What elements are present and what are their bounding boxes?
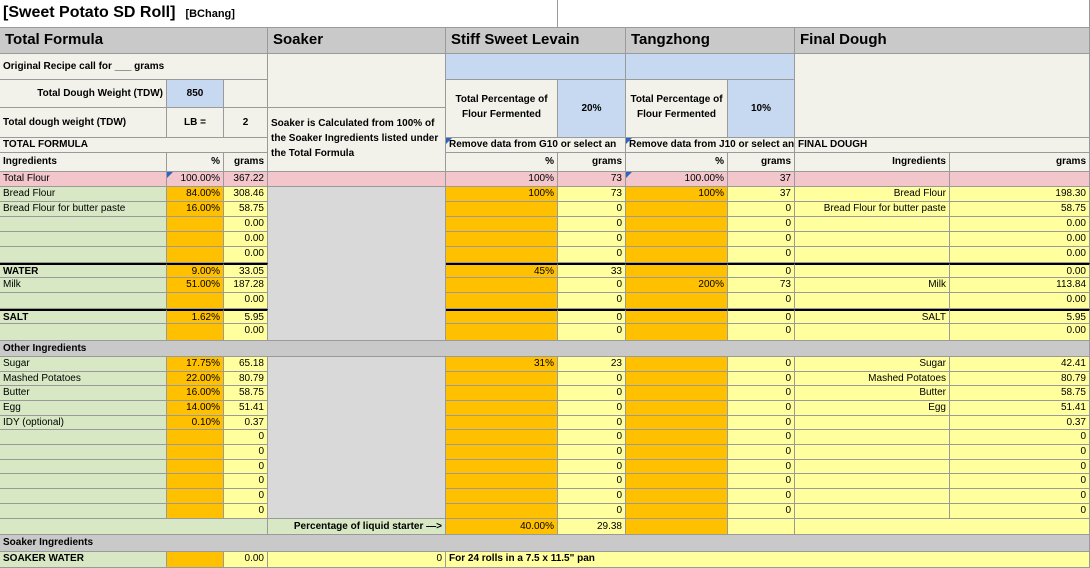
tz-pct-input[interactable] (626, 445, 728, 460)
section-tangzhong[interactable]: Tangzhong (626, 28, 795, 54)
total-pct-input[interactable]: 16.00% (167, 386, 224, 401)
levain-grams[interactable]: 0 (558, 416, 626, 430)
total-pct-input[interactable]: 9.00% (167, 263, 224, 278)
liquid-starter-label[interactable]: Percentage of liquid starter —> (268, 519, 446, 535)
tz-pct-input[interactable] (626, 202, 728, 217)
total-grams[interactable]: 0 (224, 504, 268, 519)
final-grams[interactable]: 0.00 (950, 217, 1090, 232)
levain-pct-input[interactable]: 31% (446, 357, 558, 372)
ingredient-name[interactable] (0, 324, 167, 341)
final-grams[interactable]: 0.00 (950, 324, 1090, 341)
final-ingredient[interactable] (795, 324, 950, 341)
tz-grams[interactable]: 0 (728, 357, 795, 372)
final-grams[interactable]: 198.30 (950, 187, 1090, 202)
ingredient-name[interactable]: WATER (0, 263, 167, 278)
tz-pct-input[interactable] (626, 217, 728, 232)
tz-grams[interactable]: 0 (728, 430, 795, 445)
tz-grams[interactable]: 0 (728, 489, 795, 504)
tz-grams[interactable]: 0 (728, 247, 795, 263)
final-ingredient[interactable] (795, 460, 950, 474)
levain-grams[interactable]: 73 (558, 172, 626, 187)
final-grams[interactable]: 80.79 (950, 372, 1090, 386)
tz-pct-input[interactable] (626, 263, 728, 278)
final-grams[interactable]: 113.84 (950, 278, 1090, 293)
col-ingredients[interactable]: Ingredients (795, 153, 950, 172)
total-pct-input[interactable] (167, 247, 224, 263)
total-grams[interactable]: 0 (224, 489, 268, 504)
tz-pct-input[interactable] (626, 489, 728, 504)
tz-grams[interactable]: 0 (728, 309, 795, 324)
final-ingredient[interactable] (795, 172, 950, 187)
total-grams[interactable]: 0.00 (224, 293, 268, 309)
lb-value[interactable]: 2 (224, 108, 268, 138)
ingredient-name[interactable] (0, 445, 167, 460)
total-grams[interactable]: 308.46 (224, 187, 268, 202)
levain-grams[interactable]: 0 (558, 293, 626, 309)
soaker-ingredients-header[interactable]: Soaker Ingredients (0, 535, 1090, 552)
total-pct-input[interactable] (167, 445, 224, 460)
total-formula-caps[interactable]: TOTAL FORMULA (0, 138, 268, 153)
soaker-water-pct-input[interactable] (167, 552, 224, 568)
tdw-lb-label[interactable]: Total dough weight (TDW) (0, 108, 167, 138)
levain-pct-input[interactable] (446, 247, 558, 263)
levain-pct-input[interactable]: 45% (446, 263, 558, 278)
final-grams[interactable]: 0 (950, 430, 1090, 445)
final-ingredient[interactable]: SALT (795, 309, 950, 324)
ingredient-name[interactable]: IDY (optional) (0, 416, 167, 430)
final-grams[interactable]: 0 (950, 504, 1090, 519)
total-pct-input[interactable] (167, 504, 224, 519)
levain-grams[interactable]: 0 (558, 247, 626, 263)
ingredient-name[interactable]: Milk (0, 278, 167, 293)
total-pct-input[interactable] (167, 232, 224, 247)
total-pct-input[interactable]: 22.00% (167, 372, 224, 386)
total-pct-input[interactable]: 1.62% (167, 309, 224, 324)
final-ingredient[interactable] (795, 489, 950, 504)
final-grams[interactable]: 0.00 (950, 232, 1090, 247)
final-grams[interactable]: 0 (950, 489, 1090, 504)
empty-cell[interactable] (446, 54, 626, 80)
total-grams[interactable]: 33.05 (224, 263, 268, 278)
ingredient-name[interactable]: Egg (0, 401, 167, 416)
soaker-water-name[interactable]: SOAKER WATER (0, 552, 167, 568)
levain-pct-input[interactable] (446, 293, 558, 309)
tz-pct-label[interactable]: Total Percentage of Flour Fermented (626, 80, 728, 138)
levain-pct-input[interactable] (446, 386, 558, 401)
empty-cell[interactable] (0, 519, 268, 535)
tz-grams[interactable]: 0 (728, 416, 795, 430)
final-ingredient[interactable] (795, 504, 950, 519)
empty-cell[interactable] (795, 54, 1090, 138)
soaker-water-grams[interactable]: 0.00 (224, 552, 268, 568)
levain-pct-input[interactable] (446, 445, 558, 460)
levain-pct-input[interactable] (446, 217, 558, 232)
final-ingredient[interactable] (795, 416, 950, 430)
levain-pct-input[interactable] (446, 232, 558, 247)
tz-pct-input[interactable] (626, 386, 728, 401)
levain-pct-input[interactable] (446, 460, 558, 474)
tz-pct-input[interactable] (626, 401, 728, 416)
tz-pct-input[interactable] (626, 309, 728, 324)
soaker-blank-area (268, 357, 446, 519)
tz-grams[interactable]: 0 (728, 202, 795, 217)
total-pct-input[interactable]: 0.10% (167, 416, 224, 430)
levain-pct-input[interactable] (446, 401, 558, 416)
ingredient-name[interactable] (0, 430, 167, 445)
col-pct[interactable]: % (626, 153, 728, 172)
tz-pct-input[interactable] (626, 357, 728, 372)
total-grams[interactable]: 0.00 (224, 217, 268, 232)
total-grams[interactable]: 58.75 (224, 202, 268, 217)
empty-cell[interactable] (224, 80, 268, 108)
levain-grams[interactable]: 0 (558, 489, 626, 504)
tz-pct-input[interactable]: 200% (626, 278, 728, 293)
final-ingredient[interactable] (795, 263, 950, 278)
final-grams[interactable]: 51.41 (950, 401, 1090, 416)
levain-grams[interactable]: 0 (558, 474, 626, 489)
levain-pct-input[interactable] (446, 278, 558, 293)
levain-grams[interactable]: 0 (558, 401, 626, 416)
ingredient-name[interactable] (0, 504, 167, 519)
final-ingredient[interactable]: Sugar (795, 357, 950, 372)
levain-grams[interactable]: 0 (558, 460, 626, 474)
total-pct-input[interactable]: 100.00% (167, 172, 224, 187)
total-pct-input[interactable] (167, 217, 224, 232)
pan-note[interactable]: For 24 rolls in a 7.5 x 11.5" pan (446, 552, 1090, 568)
final-ingredient[interactable] (795, 217, 950, 232)
ingredient-name[interactable] (0, 247, 167, 263)
sheet-title-cell[interactable] (0, 0, 558, 28)
levain-grams[interactable]: 0 (558, 445, 626, 460)
total-pct-input[interactable] (167, 293, 224, 309)
final-ingredient[interactable]: Bread Flour for butter paste (795, 202, 950, 217)
final-ingredient[interactable] (795, 293, 950, 309)
final-grams[interactable]: 0 (950, 445, 1090, 460)
total-pct-input[interactable]: 16.00% (167, 202, 224, 217)
final-grams[interactable]: 0 (950, 460, 1090, 474)
ingredient-name[interactable]: Butter (0, 386, 167, 401)
section-soaker[interactable]: Soaker (268, 28, 446, 54)
tz-grams[interactable]: 0 (728, 445, 795, 460)
empty-cell[interactable] (268, 54, 446, 108)
col-grams[interactable]: grams (728, 153, 795, 172)
levain-grams[interactable]: 0 (558, 217, 626, 232)
tz-pct-input[interactable] (626, 324, 728, 341)
total-grams[interactable]: 0.00 (224, 232, 268, 247)
total-grams[interactable]: 367.22 (224, 172, 268, 187)
total-pct-input[interactable]: 51.00% (167, 278, 224, 293)
tz-pct-input[interactable]: 100.00% (626, 172, 728, 187)
tz-pct-input[interactable] (626, 460, 728, 474)
levain-pct-input[interactable] (446, 474, 558, 489)
lb-label[interactable]: LB = (167, 108, 224, 138)
final-grams[interactable]: 0.00 (950, 247, 1090, 263)
total-pct-input[interactable] (167, 430, 224, 445)
tz-pct-input[interactable] (626, 293, 728, 309)
final-ingredient[interactable] (795, 445, 950, 460)
tz-grams[interactable]: 0 (728, 401, 795, 416)
total-pct-input[interactable] (167, 489, 224, 504)
levain-grams[interactable]: 0 (558, 372, 626, 386)
tdw-input[interactable]: 850 (167, 80, 224, 108)
tz-grams[interactable]: 73 (728, 278, 795, 293)
ingredient-name[interactable]: Total Flour (0, 172, 167, 187)
total-grams[interactable]: 0.00 (224, 324, 268, 341)
final-dough-caps[interactable]: FINAL DOUGH (795, 138, 1090, 153)
empty-cell[interactable] (626, 54, 795, 80)
ingredient-name[interactable] (0, 217, 167, 232)
soaker-water-soaker-grams[interactable]: 0 (268, 552, 446, 568)
total-grams[interactable]: 0 (224, 474, 268, 489)
total-grams[interactable]: 187.28 (224, 278, 268, 293)
levain-grams[interactable]: 0 (558, 430, 626, 445)
liquid-starter-pct-input[interactable]: 40.00% (446, 519, 558, 535)
final-ingredient[interactable]: Egg (795, 401, 950, 416)
tz-pct-input[interactable] (626, 372, 728, 386)
final-ingredient[interactable]: Bread Flour (795, 187, 950, 202)
levain-grams[interactable]: 0 (558, 202, 626, 217)
tdw-label[interactable]: Total Dough Weight (TDW) (0, 80, 167, 108)
final-ingredient[interactable] (795, 430, 950, 445)
final-ingredient[interactable]: Butter (795, 386, 950, 401)
total-grams[interactable]: 0.37 (224, 416, 268, 430)
col-pct[interactable]: % (167, 153, 224, 172)
section-total-formula[interactable]: Total Formula (0, 28, 268, 54)
levain-grams[interactable]: 23 (558, 357, 626, 372)
tz-grams[interactable]: 0 (728, 504, 795, 519)
total-grams[interactable]: 0 (224, 445, 268, 460)
levain-grams[interactable]: 73 (558, 187, 626, 202)
col-ingredients[interactable]: Ingredients (0, 153, 167, 172)
tz-grams[interactable]: 0 (728, 324, 795, 341)
total-grams[interactable]: 5.95 (224, 309, 268, 324)
ingredient-name[interactable] (0, 489, 167, 504)
tz-grams[interactable]: 37 (728, 187, 795, 202)
tz-pct-input[interactable] (626, 474, 728, 489)
levain-pct-input[interactable] (446, 309, 558, 324)
final-grams[interactable] (950, 172, 1090, 187)
tz-pct-input[interactable]: 100% (626, 187, 728, 202)
empty-cell[interactable] (558, 0, 1090, 28)
tz-pct-input[interactable] (626, 504, 728, 519)
final-ingredient[interactable]: Milk (795, 278, 950, 293)
final-ingredient[interactable] (795, 247, 950, 263)
tz-pct-input[interactable] (626, 416, 728, 430)
other-ingredients-header[interactable]: Other Ingredients (0, 341, 1090, 357)
levain-pct-input[interactable] (446, 430, 558, 445)
tz-grams[interactable]: 0 (728, 460, 795, 474)
tz-grams[interactable] (728, 519, 795, 535)
soaker-note[interactable]: Soaker is Calculated from 100% of the Soaker Ingredients listed under the Total Formula (268, 108, 446, 172)
final-grams[interactable]: 0.00 (950, 263, 1090, 278)
final-ingredient[interactable]: Mashed Potatoes (795, 372, 950, 386)
ingredient-name[interactable] (0, 474, 167, 489)
soaker-blank-area (268, 187, 446, 341)
levain-pct-input[interactable]: 100% (446, 187, 558, 202)
col-grams[interactable]: grams (224, 153, 268, 172)
total-pct-input[interactable] (167, 324, 224, 341)
ingredient-name[interactable]: SALT (0, 309, 167, 324)
col-pct[interactable]: % (446, 153, 558, 172)
levain-remove-note[interactable]: Remove data from G10 or select an (446, 138, 626, 153)
ingredient-name[interactable] (0, 232, 167, 247)
levain-grams[interactable]: 0 (558, 232, 626, 247)
ingredient-name[interactable] (0, 293, 167, 309)
final-grams[interactable]: 58.75 (950, 202, 1090, 217)
ingredient-name[interactable]: Bread Flour for butter paste (0, 202, 167, 217)
col-grams[interactable]: grams (558, 153, 626, 172)
ingredient-name[interactable]: Mashed Potatoes (0, 372, 167, 386)
levain-pct-input[interactable] (446, 324, 558, 341)
final-ingredient[interactable] (795, 474, 950, 489)
section-final-dough[interactable]: Final Dough (795, 28, 1090, 54)
tz-remove-note[interactable]: Remove data from J10 or select an (626, 138, 795, 153)
sheet-title: [Sweet Potato SD Roll] (3, 4, 176, 21)
levain-pct-label[interactable]: Total Percentage of Flour Fermented (446, 80, 558, 138)
tz-grams[interactable]: 0 (728, 293, 795, 309)
final-grams[interactable]: 5.95 (950, 309, 1090, 324)
levain-pct-input[interactable] (446, 489, 558, 504)
total-pct-input[interactable] (167, 460, 224, 474)
ingredient-name[interactable]: Sugar (0, 357, 167, 372)
section-levain[interactable]: Stiff Sweet Levain (446, 28, 626, 54)
tz-pct-input[interactable] (626, 232, 728, 247)
ingredient-name[interactable]: Bread Flour (0, 187, 167, 202)
tz-pct-input[interactable] (626, 430, 728, 445)
levain-pct-input[interactable]: 100% (446, 172, 558, 187)
total-grams[interactable]: 65.18 (224, 357, 268, 372)
total-grams[interactable]: 58.75 (224, 386, 268, 401)
levain-pct-input[interactable] (446, 416, 558, 430)
levain-grams[interactable]: 0 (558, 504, 626, 519)
tz-pct-input[interactable]: 10% (728, 80, 795, 138)
empty-cell[interactable] (626, 519, 728, 535)
total-grams[interactable]: 0 (224, 460, 268, 474)
final-grams[interactable]: 42.41 (950, 357, 1090, 372)
tz-grams[interactable]: 0 (728, 217, 795, 232)
final-grams[interactable]: 0.37 (950, 416, 1090, 430)
tz-grams[interactable]: 0 (728, 474, 795, 489)
levain-pct-input[interactable] (446, 202, 558, 217)
levain-grams[interactable]: 0 (558, 386, 626, 401)
final-ingredient[interactable] (795, 232, 950, 247)
tz-grams[interactable]: 0 (728, 372, 795, 386)
tz-grams[interactable]: 0 (728, 232, 795, 247)
empty-cell[interactable] (795, 519, 1090, 535)
total-grams[interactable]: 0 (224, 430, 268, 445)
tz-grams[interactable]: 0 (728, 263, 795, 278)
final-grams[interactable]: 0.00 (950, 293, 1090, 309)
total-pct-input[interactable] (167, 474, 224, 489)
levain-pct-input[interactable]: 20% (558, 80, 626, 138)
ingredient-name[interactable] (0, 460, 167, 474)
recipe-call-label[interactable]: Original Recipe call for ___ grams (0, 54, 268, 80)
levain-pct-input[interactable] (446, 372, 558, 386)
tz-grams[interactable]: 37 (728, 172, 795, 187)
col-grams[interactable]: grams (950, 153, 1090, 172)
total-grams[interactable]: 0.00 (224, 247, 268, 263)
final-grams[interactable]: 0 (950, 474, 1090, 489)
total-pct-input[interactable]: 14.00% (167, 401, 224, 416)
final-grams[interactable]: 58.75 (950, 386, 1090, 401)
total-pct-input[interactable]: 84.00% (167, 187, 224, 202)
author-tag: [BChang] (185, 8, 235, 20)
levain-grams[interactable]: 0 (558, 278, 626, 293)
tz-grams[interactable]: 0 (728, 386, 795, 401)
empty-cell[interactable] (268, 172, 446, 187)
liquid-starter-grams[interactable]: 29.38 (558, 519, 626, 535)
levain-grams[interactable]: 0 (558, 309, 626, 324)
tz-pct-input[interactable] (626, 247, 728, 263)
levain-pct-input[interactable] (446, 504, 558, 519)
levain-grams[interactable]: 0 (558, 324, 626, 341)
total-grams[interactable]: 80.79 (224, 372, 268, 386)
levain-grams[interactable]: 33 (558, 263, 626, 278)
total-grams[interactable]: 51.41 (224, 401, 268, 416)
total-pct-input[interactable]: 17.75% (167, 357, 224, 372)
